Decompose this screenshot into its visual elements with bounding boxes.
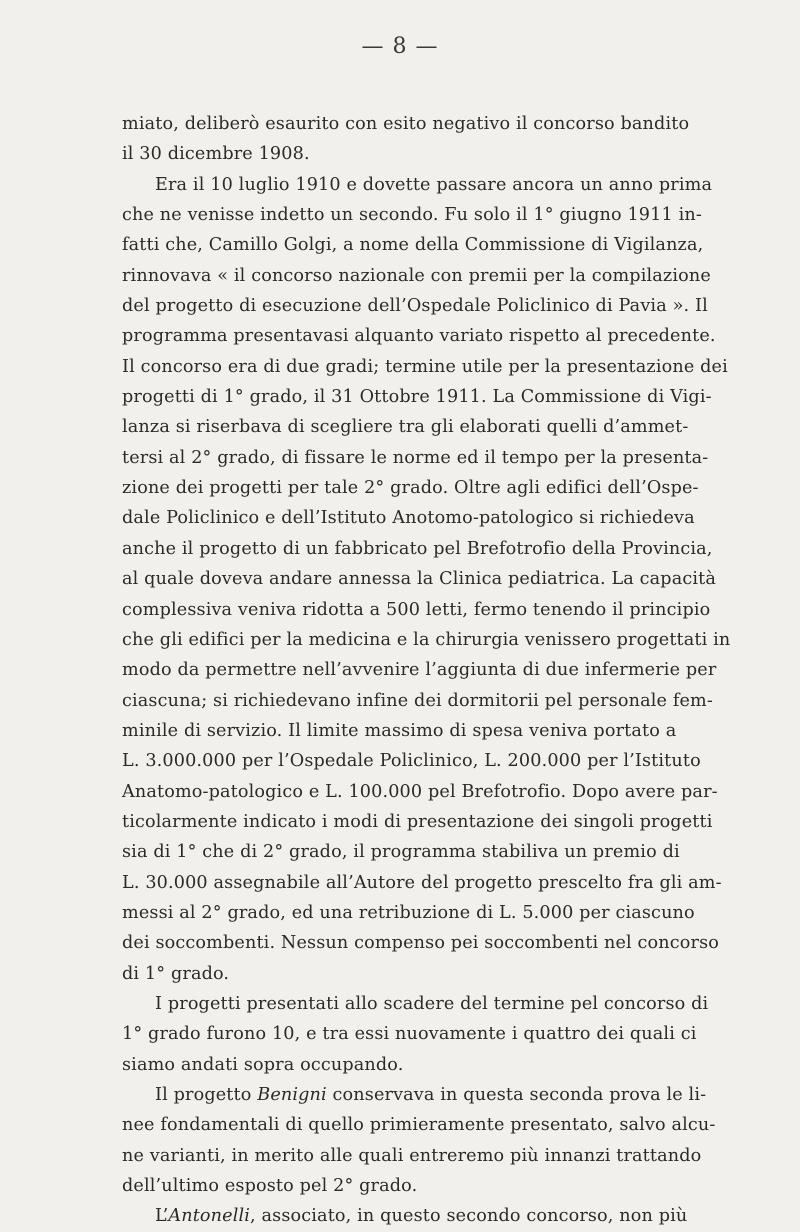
text-line: zione dei progetti per tale 2° grado. Oltre agli edifici dell’Ospe- (122, 478, 699, 499)
text-line: anche il progetto di un fabbricato pel Brefotrofio della Provincia, (122, 538, 713, 559)
text-line: che ne venisse indetto un secondo. Fu solo il 1° giugno 1911 in- (122, 205, 702, 226)
text-line: rinnovava « il concorso nazionale con premii per la compilazione (122, 265, 711, 286)
text-line: L. 3.000.000 per l’Ospedale Policlinico, L. 200.000 per l’Istituto (122, 751, 701, 772)
text-line: progetti di 1° grado, il 31 Ottobre 1911. La Commissione di Vigi- (122, 387, 712, 408)
text-line: che gli edifici per la medicina e la chirurgia venissero progettati in (122, 629, 731, 650)
page-number: — 8 — (361, 34, 439, 59)
text-fragment: conservava in questa seconda prova le li- (326, 1085, 707, 1105)
text-line (122, 1201, 688, 1231)
text-line: Anatomo-patologico e L. 100.000 pel Brefotrofio. Dopo avere par- (122, 781, 718, 802)
text-line: ticolarmente indicato i modi di presentazione dei singoli progetti (122, 811, 713, 832)
text-line: tersi al 2° grado, di fissare le norme ed il tempo per la presenta- (122, 447, 709, 468)
text-line: minile di servizio. Il limite massimo di spesa veniva portato a (122, 720, 677, 741)
text-line: programma presentavasi alquanto variato rispetto al precedente. (122, 326, 716, 347)
text-fragment: L’ (155, 1206, 169, 1227)
text-line: nee fondamentali di quello primieramente presentato, salvo alcu- (122, 1115, 716, 1136)
text-line: L. 30.000 assegnabile all’Autore del progetto prescelto fra gli am- (122, 872, 722, 893)
text-line: ne varianti, in merito alle quali entreremo più innanzi trattando (122, 1145, 702, 1166)
text-line: 1° grado furono 10, e tra essi nuovamente i quattro dei quali ci (122, 1024, 697, 1045)
text-line: al quale doveva andare annessa la Clinica pediatrica. La capacità (122, 569, 716, 590)
text-fragment: Il progetto (155, 1085, 258, 1105)
text-line: complessiva veniva ridotta a 500 letti, fermo tenendo il principio (122, 599, 711, 620)
text-line: lanza si riserbava di scegliere tra gli elaborati quelli d’ammet- (122, 417, 689, 438)
text-line: modo da permettre nell’avvenire l’aggiunta di due infermerie per (122, 660, 717, 681)
text-line: siamo andati sopra occupando. (122, 1054, 404, 1075)
text-fragment: , associato, in questo secondo concorso, non più (250, 1206, 688, 1227)
text-line: Era il 10 luglio 1910 e dovette passare ancora un anno prima (155, 174, 713, 195)
text-line: I progetti presentati allo scadere del termine pel concorso di (155, 993, 709, 1014)
text-line: ciascuna; si richiedevano infine dei dormitorii pel personale fem- (122, 690, 713, 711)
text-line: del progetto di esecuzione dell’Ospedale Policlinico di Pavia ». Il (122, 296, 708, 317)
text-line (122, 1080, 707, 1110)
text-line: messi al 2° grado, ed una retribuzione di L. 5.000 per ciascuno (122, 902, 695, 923)
text-line: il 30 dicembre 1908. (122, 144, 310, 165)
text-line: fatti che, Camillo Golgi, a nome della Commissione di Vigilanza, (122, 235, 704, 256)
text-line: miato, deliberò esaurito con esito negativo il concorso bandito (122, 114, 690, 134)
text-line: Il concorso era di due gradi; termine utile per la presentazione dei (122, 356, 728, 377)
body-text (122, 109, 731, 1232)
text-line: di 1° grado. (122, 963, 230, 984)
text-line: sia di 1° che di 2° grado, il programma stabiliva un premio di (122, 842, 680, 863)
text-line: dell’ultimo esposto pel 2° grado. (122, 1176, 418, 1197)
text-line: dei soccombenti. Nessun compenso pei soccombenti nel concorso (122, 933, 720, 954)
italic-name-benigni: Benigni (257, 1085, 327, 1105)
text-line: dale Policlinico e dell’Istituto Anotomo-patologico si richiedeva (122, 508, 695, 529)
italic-name-antonelli: Antonelli (168, 1206, 251, 1227)
